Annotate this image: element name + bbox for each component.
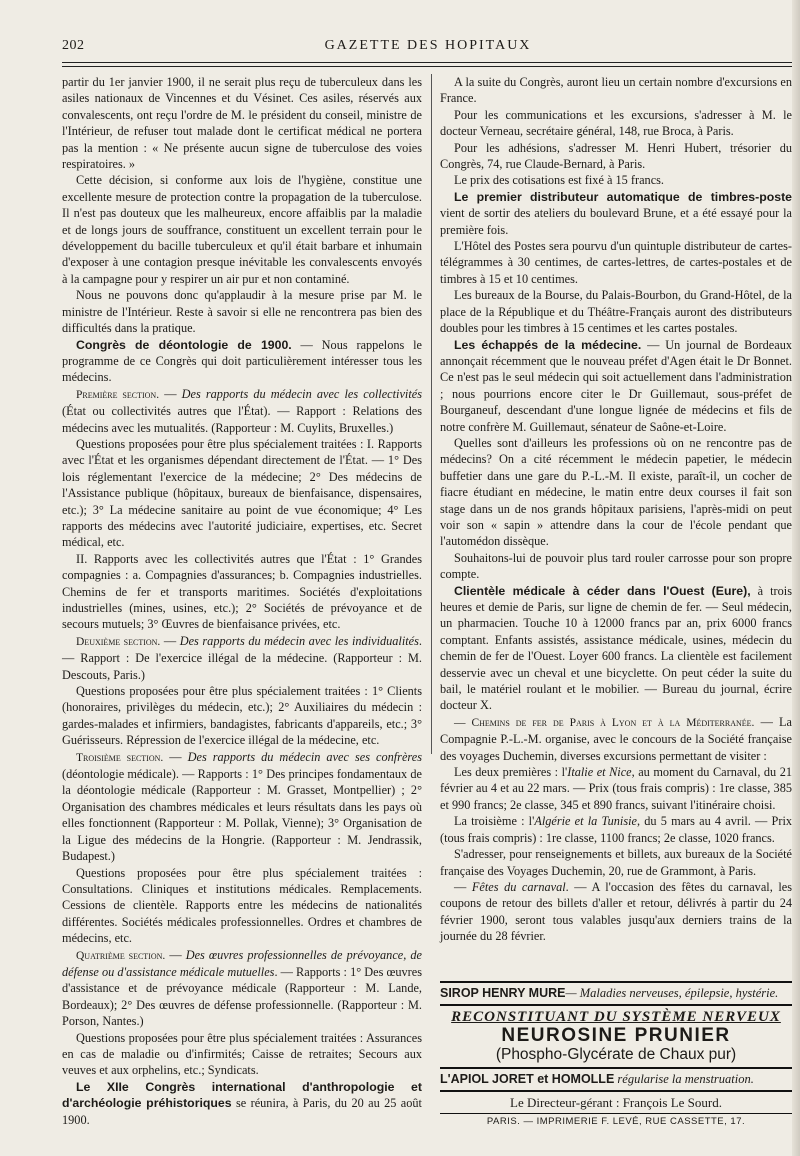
paragraph: partir du 1er janvier 1900, il ne serait plus reçu de tuberculeux dans les asiles nationaux de Vincennes et du Vésinet. Ces asiles, réservés aux convalescents, ont reçu l'ordre de M. le président du conseil, ministre de l'Intérieur, de refuser tout malade dont le certificat médical ne portera pas la mention : « Ne présente aucun signe de tuberculose des voies respiratoires. » — [62, 75, 422, 172]
page-edge — [792, 0, 800, 1156]
ad-phospho-glycerate: (Phospho-Glycérate de Chaux pur) — [495, 1046, 737, 1063]
paragraph: A la suite du Congrès, auront lieu un certain nombre d'excursions en France. — [440, 75, 792, 106]
ad-rule — [440, 1090, 792, 1092]
paragraph: La troisième : l'Algérie et la Tunisie, du 5 mars au 4 avril. — Prix (tous frais compris) : 1re classe, 1100 francs; 2e classe, 1020 francs. — [440, 814, 793, 845]
article-heading: — Chemins de fer de Paris à Lyon et à la Méditerranée. — [454, 716, 755, 729]
page-header — [62, 38, 794, 58]
ad-rule — [440, 1067, 792, 1069]
ad-rule — [440, 981, 792, 983]
article-heading: Le premier distributeur automatique de timbres-poste — [454, 189, 792, 204]
article-clientele: Clientèle médicale à céder dans l'Ouest (Eure), à trois heures et demie de Paris, sur ligne de chemin de fer. — Seul médecin, un pharmacien. Touche 10 à 12000 francs par an, prix 6000 francs comptant. Enfants assistés, assistance médicale, usines, médecin du chemin de fer de l'Ouest. Loyer 600 francs. La clientèle est facilement desservie avec un cheval et une bicyclette. On peut céder la suite du bail, le matériel roulant et le mobilier. — Bureau du journal, écrire docteur X. — [440, 583, 793, 713]
section-paragraph: Quatrième section. — Des œuvres professionnelles de prévoyance, de défense ou d'assistance médicale mutuelles. — Rapports : 1° Des œuvres d'assistance et de prévoyance médicale (Rapporteur : M. Lande, Bordeaux); 2° Des œuvres de défense professionnelle. (Rapporteur : M. Porson, Nantes.) — [62, 947, 422, 1029]
paragraph: Questions proposées pour être plus spécialement traitées : 1° Clients (honoraires, privilèges du médecin, etc.); 2° Auxiliaires du médecin : gardes-malades et infirmiers, bandagistes, fabricants d'appareils, etc.; 3° Guérisseurs. Répression de l'exercice illégal de la médecine, etc. — [62, 684, 422, 748]
ad-sirop-henry-mure: SIROP HENRY MURE— Maladies nerveuses, épilepsie, hystérie. — [440, 986, 779, 1000]
article-distributeur: Le premier distributeur automatique de timbres-poste vient de sortir des ateliers du boulevard Brune, et a été essayé pour la première fois. — [440, 189, 792, 237]
paragraph: — Fêtes du carnaval. — A l'occasion des fêtes du carnaval, les coupons de retour des billets d'aller et retour, délivrés à partir du 24 février 1900, seront tous valables jusqu'aux derniers trains de la journée du 28 février. — [440, 879, 793, 944]
section-label: Quatrième section. — [76, 949, 166, 962]
column-divider — [431, 74, 432, 754]
ad-apiol: L'APIOL JORET et HOMOLLE régularise la menstruation. — [440, 1072, 754, 1086]
ad-neurosine-prunier: NEUROSINE PRUNIER — [501, 1025, 731, 1046]
article-anthropologie: Le XIIe Congrès international d'anthropologie et d'archéologie préhistoriques se réunira, à Paris, du 20 au 25 août 1900. — [62, 1079, 422, 1127]
section-label: Première section. — [76, 388, 160, 401]
paragraph: Nous ne pouvons donc qu'applaudir à la mesure prise par M. le ministre de l'Intérieur. Reste à savoir si elle ne rencontrera pas bien des difficultés dans la pratique. — [62, 288, 422, 336]
paragraph: Questions proposées pour être plus spécialement traitées : Assurances en cas de maladie ou d'infirmités; Caisse de retraites; Secours aux veuves et aux orphelins, etc.; Syndicats. — [62, 1030, 422, 1078]
paragraph: Pour les communications et les excursions, s'adresser à M. le docteur Verneau, secrétaire général, 148, rue Broca, à Paris. — [440, 107, 792, 139]
article-echappes: Les échappés de la médecine. — Un journal de Bordeaux annonçait récemment que le nouveau préfet d'Agen était le Dr Bonnet. Ce n'est pas le seul médecin qui soit actuellement dans l'administration ; nous pourrions encore citer le Dr Guillemaut, sous-préfet de Bourganeuf, descendant d'une longue lignée de médecins et fils de notre confrère M. Guillemaut, sénateur de Saône-et-Loire. — [440, 337, 792, 434]
left-column — [62, 74, 422, 1128]
paragraph: Questions proposées pour être plus spécialement traitées : Consultations. Cliniques et institutions médicales. Remplacements. Cessions de clientèle. Rapports entre les médecins de nationalités différentes. Sociétés médicales professionnelles. Ordres et chambres de médecins, etc. — [62, 865, 422, 946]
article-heading: Les échappés de la médecine. — [454, 337, 642, 352]
article-heading: Clientèle médicale à céder dans l'Ouest (Eure), — [454, 583, 751, 598]
header-rule-thin — [62, 66, 794, 67]
paragraph: Pour les adhésions, s'adresser M. Henri Hubert, trésorier du Congrès, 74, rue Claude-Bernard, à Paris. — [440, 140, 792, 172]
directeur-gerant: Le Directeur-gérant : François Le Sourd. — [510, 1095, 722, 1110]
section-label: Troisième section. — [76, 751, 164, 764]
ad-reconstituant: RECONSTITUANT DU SYSTÈME NERVEUX — [451, 1009, 781, 1025]
imprimerie: PARIS. — IMPRIMERIE F. LEVÉ, RUE CASSETTE, 17. — [486, 1116, 746, 1127]
section-paragraph: Deuxième section. — Des rapports du médecin avec les individualités. — Rapport : De l'exercice illégal de la médecine. (Rapporteur : M. Descouts, Paris.) — [62, 633, 422, 682]
section-label: Deuxième section. — [76, 635, 161, 648]
section-paragraph: Première section. — Des rapports du médecin avec les collectivités (État ou collectivités autres que l'État). — Rapport : Relations des médecins avec les mutualités. (Rapporteur : M. Cuylits, Bruxelles.) — [62, 386, 422, 435]
right-column — [440, 74, 792, 945]
paragraph: Les deux premières : l'Italie et Nice, au moment du Carnaval, du 21 février au 4 et au 22 mars. — Prix (tous frais compris) : 1re classe, 385 et 990 francs; 2e classe, 345 et 890 francs, suivant l'itinéraire choisi. — [440, 765, 793, 812]
journal-title: GAZETTE DES HOPITAUX — [324, 38, 532, 53]
page-number: 202 — [62, 38, 85, 53]
paragraph: II. Rapports avec les collectivités autres que l'État : 1° Grandes compagnies : a. Compagnies d'assurances; b. Compagnies industrielles. Chemins de fer et transports maritimes. Sociétés d'exploitations industrielles (mines, usines, etc.); 2° Sociétés de prévoyance et de secours mutuels; 3° Œuvres de bienfaisance privées, etc. — [62, 551, 422, 632]
article-chemins-de-fer: — Chemins de fer de Paris à Lyon et à la Méditerranée. — La Compagnie P.-L.-M. organise, avec le concours de la Société française des voyages Duchemin, diverses excursions permettant de visiter : — [440, 714, 792, 763]
paragraph: Quelles sont d'ailleurs les professions où on ne rencontre pas de médecins? On a cité récemment le médecin papetier, le médecin buffetier dans une gare du P.-L.-M. Il existe, paraît-il, un cocher de fiacre étudiant en médecine, le matin entre deux courses il fait son stage dans un de nos grands hôpitaux parisiens, l'après-midi on peut voir son « sapin » attendre dans la cour de l'école pendant que l'automédon dissèque. — [440, 435, 792, 549]
section-paragraph: Troisième section. — Des rapports du médecin avec ses confrères (déontologie médicale). — Rapports : 1° Des principes fondamentaux de la déontologie médicale (Rapporteur : M. Grasset, Montpellier) ; 2° Organisation des chambres médicales et leurs résultats dans les pays où elles fonctionnent (Rapporteur : M. Pollak, Vienne); 3° Organisation de la Ligue des médecins de la Hongrie. (Rapporteur : M. Jendrassik, Budapest.) — [62, 749, 422, 864]
article-heading: Le XIIe Congrès international d'anthropologie et d'archéologie préhistoriques — [62, 1079, 422, 1111]
paragraph: Les bureaux de la Bourse, du Palais-Bourbon, du Grand-Hôtel, de la place de la République et du Théâtre-Français auront des distributeurs doubles pour les timbres à 15 centimes et les cartes postales. — [440, 288, 792, 336]
ad-rule-thin — [440, 1113, 792, 1114]
advertisement-block — [440, 978, 792, 1127]
paragraph: Cette décision, si conforme aux lois de l'hygiène, constitue une excellente mesure de protection contre la propagation de la tuberculose. Il n'est pas douteux que les malheureux, encore affaiblis par la maladie et de longs jours de souffrance, constituent un excellent terrain pour le développement du bacille tuberculeux et qu'il était barbare et inhumain d'exposer à une contagion presque inévitable les convalescents envoyés à la campagne pour y respirer un air pur et non contaminé. — [62, 173, 422, 286]
paragraph: Questions proposées pour être plus spécialement traitées : I. Rapports avec l'État et les organismes dépendant directement de l'État. — 1° Des lois réglementant l'exercice de la médecine; 2° Des médecins de l'Assistance publique (hôpitaux, bureaux de bienfaisance, dispensaires, etc.); 3° La médecine sanitaire au point de vue économique; 4° Les rapports des médecins avec l'autorité judiciaire, expertises, etc. Secret médical, etc. — [62, 436, 422, 550]
paragraph: Souhaitons-lui de pouvoir plus tard rouler carrosse pour son propre compte. — [440, 550, 792, 582]
ad-rule — [440, 1004, 792, 1006]
header-rule — [62, 62, 794, 63]
paragraph: S'adresser, pour renseignements et billets, aux bureaux de la Société française des Voyages Duchemin, 20, rue de Grammont, à Paris. — [440, 847, 792, 878]
article-heading: Congrès de déontologie de 1900. — [76, 337, 292, 352]
paragraph: Le prix des cotisations est fixé à 15 francs. — [454, 173, 665, 188]
paragraph: L'Hôtel des Postes sera pourvu d'un quintuple distributeur de cartes-télégrammes à 30 centimes, de cartes-lettres, de cartes-postales et de timbres à 15 et 10 centimes. — [440, 239, 792, 286]
article-congres-deontologie: Congrès de déontologie de 1900. — Nous rappelons le programme de ce Congrès qui doit particulièrement intéresser tous les médecins. — [62, 337, 422, 385]
